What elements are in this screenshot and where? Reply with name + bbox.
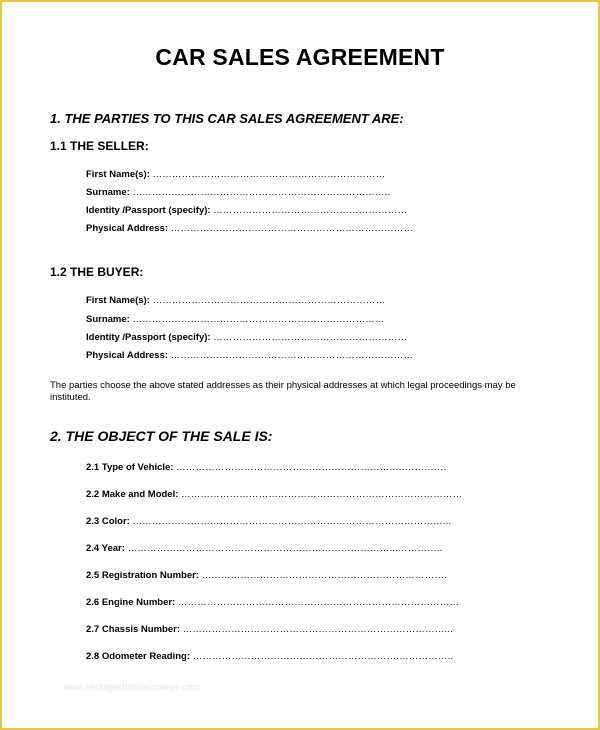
field-blank: …………………………………………………………………….. [132, 187, 391, 198]
field-blank: …………………………………………………………………………… [181, 489, 463, 500]
field-blank: ……………………………………………………………… [152, 295, 386, 306]
field-blank: …………………………………………………………………………… [177, 597, 460, 608]
watermark: www.heritagechristiancollege.com [64, 682, 200, 692]
section-1-heading: 1. THE PARTIES TO THIS CAR SALES AGREEMENT ARE: [50, 111, 404, 126]
field-label: Surname: [86, 187, 130, 198]
engine-number-field [86, 597, 459, 608]
field-blank: …………………………………………………………..……………. [176, 462, 447, 473]
field-blank: …………………………………………………… [213, 205, 408, 216]
field-label: Identity /Passport (specify): [86, 205, 211, 216]
field-label: 2.6 Engine Number: [86, 597, 176, 608]
field-label: 2.8 Odometer Reading: [86, 651, 190, 662]
field-label: Surname: [86, 314, 130, 325]
chassis-number-field [86, 624, 453, 635]
field-blank: ………………………………………………………………… [170, 350, 414, 361]
buyer-first-name-field [86, 295, 385, 306]
buyer-address-field [86, 350, 413, 361]
field-label: Physical Address: [86, 350, 169, 361]
section-2-heading: 2. THE OBJECT OF THE SALE IS: [50, 428, 273, 444]
make-model-field [86, 489, 462, 500]
field-blank: …………………………………………………………………. [201, 570, 447, 581]
field-blank: ……………………………………………………………… [152, 169, 386, 180]
seller-identity-field [86, 205, 407, 216]
field-blank: ………………………………………………………………………...………….. [127, 543, 443, 554]
field-label: Identity /Passport (specify): [86, 332, 211, 343]
seller-surname-field [86, 187, 390, 198]
field-label: Physical Address: [86, 223, 169, 234]
page-title: CAR SALES AGREEMENT [155, 44, 445, 70]
field-label: 2.7 Chassis Number: [86, 624, 180, 635]
field-label: 2.4 Year: [86, 543, 125, 554]
field-blank: ………………………………………………………………………... [182, 624, 454, 635]
field-label: First Name(s): [86, 295, 150, 306]
registration-number-field [86, 570, 447, 581]
seller-first-name-field [86, 169, 385, 180]
field-label: 2.2 Make and Model: [86, 489, 179, 500]
odometer-reading-field [86, 651, 453, 662]
year-field [86, 543, 442, 554]
field-blank: ……………………………………………………………………………………... [132, 516, 452, 527]
field-label: First Name(s): [86, 169, 150, 180]
field-label: 2.1 Type of Vehicle: [86, 462, 174, 473]
color-field [86, 516, 451, 527]
field-label: 2.3 Color: [86, 516, 130, 527]
buyer-identity-field [86, 332, 407, 343]
addresses-note: The parties choose the above stated addresses as their physical addresses at which legal proceedings may be instituted. [50, 380, 516, 403]
field-blank: …………………………………………………………………… [132, 314, 385, 325]
field-blank: ………………………………………………………………… [170, 223, 414, 234]
buyer-heading: 1.2 THE BUYER: [50, 265, 144, 279]
field-blank: …………………………………………………… [213, 332, 408, 343]
field-label: 2.5 Registration Number: [86, 570, 199, 581]
buyer-surname-field [86, 314, 385, 325]
seller-address-field [86, 223, 413, 234]
vehicle-type-field [86, 462, 447, 473]
field-blank: ……………………………………………………….…………….. [192, 651, 454, 662]
seller-heading: 1.1 THE SELLER: [50, 139, 149, 153]
